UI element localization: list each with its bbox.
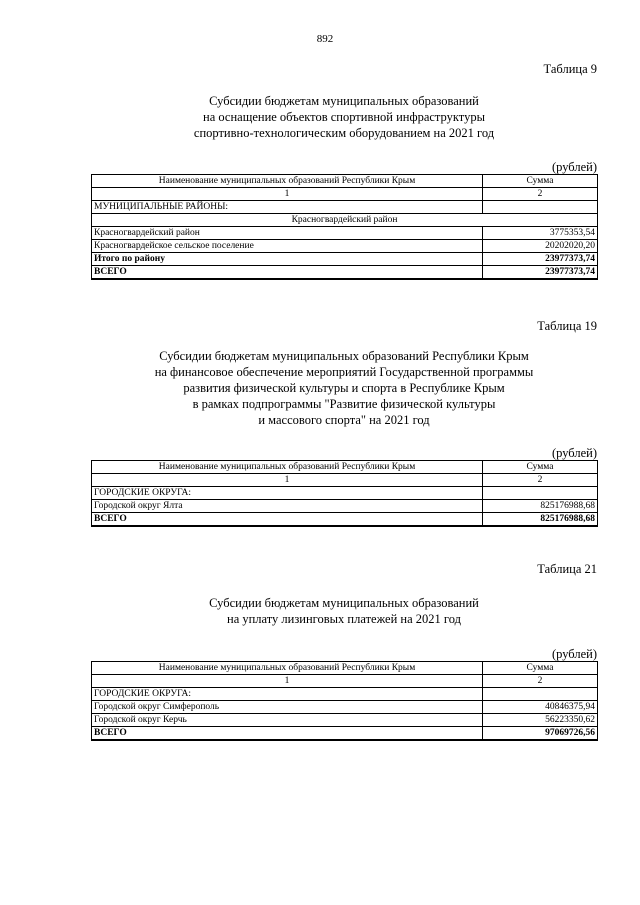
table-row: [92, 227, 598, 240]
title-line: развития физической культуры и спорта в Республике Крым: [183, 381, 505, 395]
title-line: Субсидии бюджетам муниципальных образований: [209, 596, 479, 610]
title-line: и массового спорта" на 2021 год: [258, 413, 430, 427]
header-sum-cell: Сумма: [483, 175, 598, 188]
total-name-cell: ВСЕГО: [92, 266, 483, 280]
column-number-cell: 2: [483, 188, 598, 201]
column-number-cell: 2: [483, 675, 598, 688]
subtotal-row: [92, 253, 598, 266]
header-name-cell: Наименование муниципальных образований Республики Крым: [92, 461, 483, 474]
table-title: [91, 348, 597, 428]
total-name-cell: ВСЕГО: [92, 513, 483, 527]
title-line: на финансовое обеспечение мероприятий Государственной программы: [154, 365, 534, 379]
unit-label: (рублей): [551, 647, 597, 661]
column-number-cell: 2: [483, 474, 598, 487]
row-name-cell: Городской округ Керчь: [92, 714, 483, 727]
row-name-cell: Городской округ Ялта: [92, 500, 483, 513]
header-row: [92, 175, 598, 188]
data-table: [91, 460, 598, 527]
table-row: [92, 500, 598, 513]
group-label-cell: ГОРОДСКИЕ ОКРУГА:: [92, 487, 483, 500]
total-row: [92, 727, 598, 741]
row-name-cell: Красногвардейское сельское поселение: [92, 240, 483, 253]
total-row: [92, 266, 598, 280]
header-sum-cell: Сумма: [483, 461, 598, 474]
unit-label: (рублей): [551, 446, 597, 460]
table-row: [92, 240, 598, 253]
empty-cell: [483, 201, 598, 214]
row-sum-cell: 56223350,62: [483, 714, 598, 727]
column-number-cell: 1: [92, 675, 483, 688]
column-number-cell: 1: [92, 188, 483, 201]
column-number-row: [92, 474, 598, 487]
header-sum-cell: Сумма: [483, 662, 598, 675]
title-line: в рамках подпрограммы "Развитие физической культуры: [192, 397, 496, 411]
unit-label: (рублей): [551, 160, 597, 174]
row-sum-cell: 20202020,20: [483, 240, 598, 253]
header-name-cell: Наименование муниципальных образований Республики Крым: [92, 175, 483, 188]
table-label: Таблица 9: [543, 62, 597, 76]
table-label: Таблица 21: [537, 562, 597, 576]
header-row: [92, 461, 598, 474]
row-sum-cell: 825176988,68: [483, 500, 598, 513]
subgroup-label-cell: Красногвардейский район: [92, 214, 598, 227]
table-title: [91, 595, 597, 627]
row-sum-cell: 40846375,94: [483, 701, 598, 714]
total-sum-cell: 23977373,74: [483, 266, 598, 280]
data-table: [91, 174, 598, 280]
column-number-row: [92, 675, 598, 688]
title-line: на оснащение объектов спортивной инфраструктуры: [203, 110, 485, 124]
group-row: [92, 688, 598, 701]
row-name-cell: Городской округ Симферополь: [92, 701, 483, 714]
section-table-9: [91, 62, 597, 280]
title-line: на уплату лизинговых платежей на 2021 год: [227, 612, 461, 626]
page-number: 892: [316, 33, 334, 45]
empty-cell: [483, 487, 598, 500]
subtotal-name-cell: Итого по району: [92, 253, 483, 266]
title-line: Субсидии бюджетам муниципальных образований Республики Крым: [159, 349, 529, 363]
group-row: [92, 201, 598, 214]
table-row: [92, 714, 598, 727]
table-title: [91, 93, 597, 141]
group-row: [92, 487, 598, 500]
total-sum-cell: 825176988,68: [483, 513, 598, 527]
header-row: [92, 662, 598, 675]
group-label-cell: МУНИЦИПАЛЬНЫЕ РАЙОНЫ:: [92, 201, 483, 214]
total-name-cell: ВСЕГО: [92, 727, 483, 741]
row-sum-cell: 3775353,54: [483, 227, 598, 240]
header-name-cell: Наименование муниципальных образований Республики Крым: [92, 662, 483, 675]
total-sum-cell: 97069726,56: [483, 727, 598, 741]
row-name-cell: Красногвардейский район: [92, 227, 483, 240]
section-table-21: [91, 562, 597, 741]
table-row: [92, 701, 598, 714]
section-table-19: [91, 319, 597, 527]
column-number-cell: 1: [92, 474, 483, 487]
total-row: [92, 513, 598, 527]
empty-cell: [483, 688, 598, 701]
data-table: [91, 661, 598, 741]
group-label-cell: ГОРОДСКИЕ ОКРУГА:: [92, 688, 483, 701]
subgroup-row: [92, 214, 598, 227]
title-line: Субсидии бюджетам муниципальных образований: [209, 94, 479, 108]
table-label: Таблица 19: [537, 319, 597, 333]
title-line: спортивно-технологическим оборудованием на 2021 год: [193, 126, 495, 140]
subtotal-sum-cell: 23977373,74: [483, 253, 598, 266]
column-number-row: [92, 188, 598, 201]
